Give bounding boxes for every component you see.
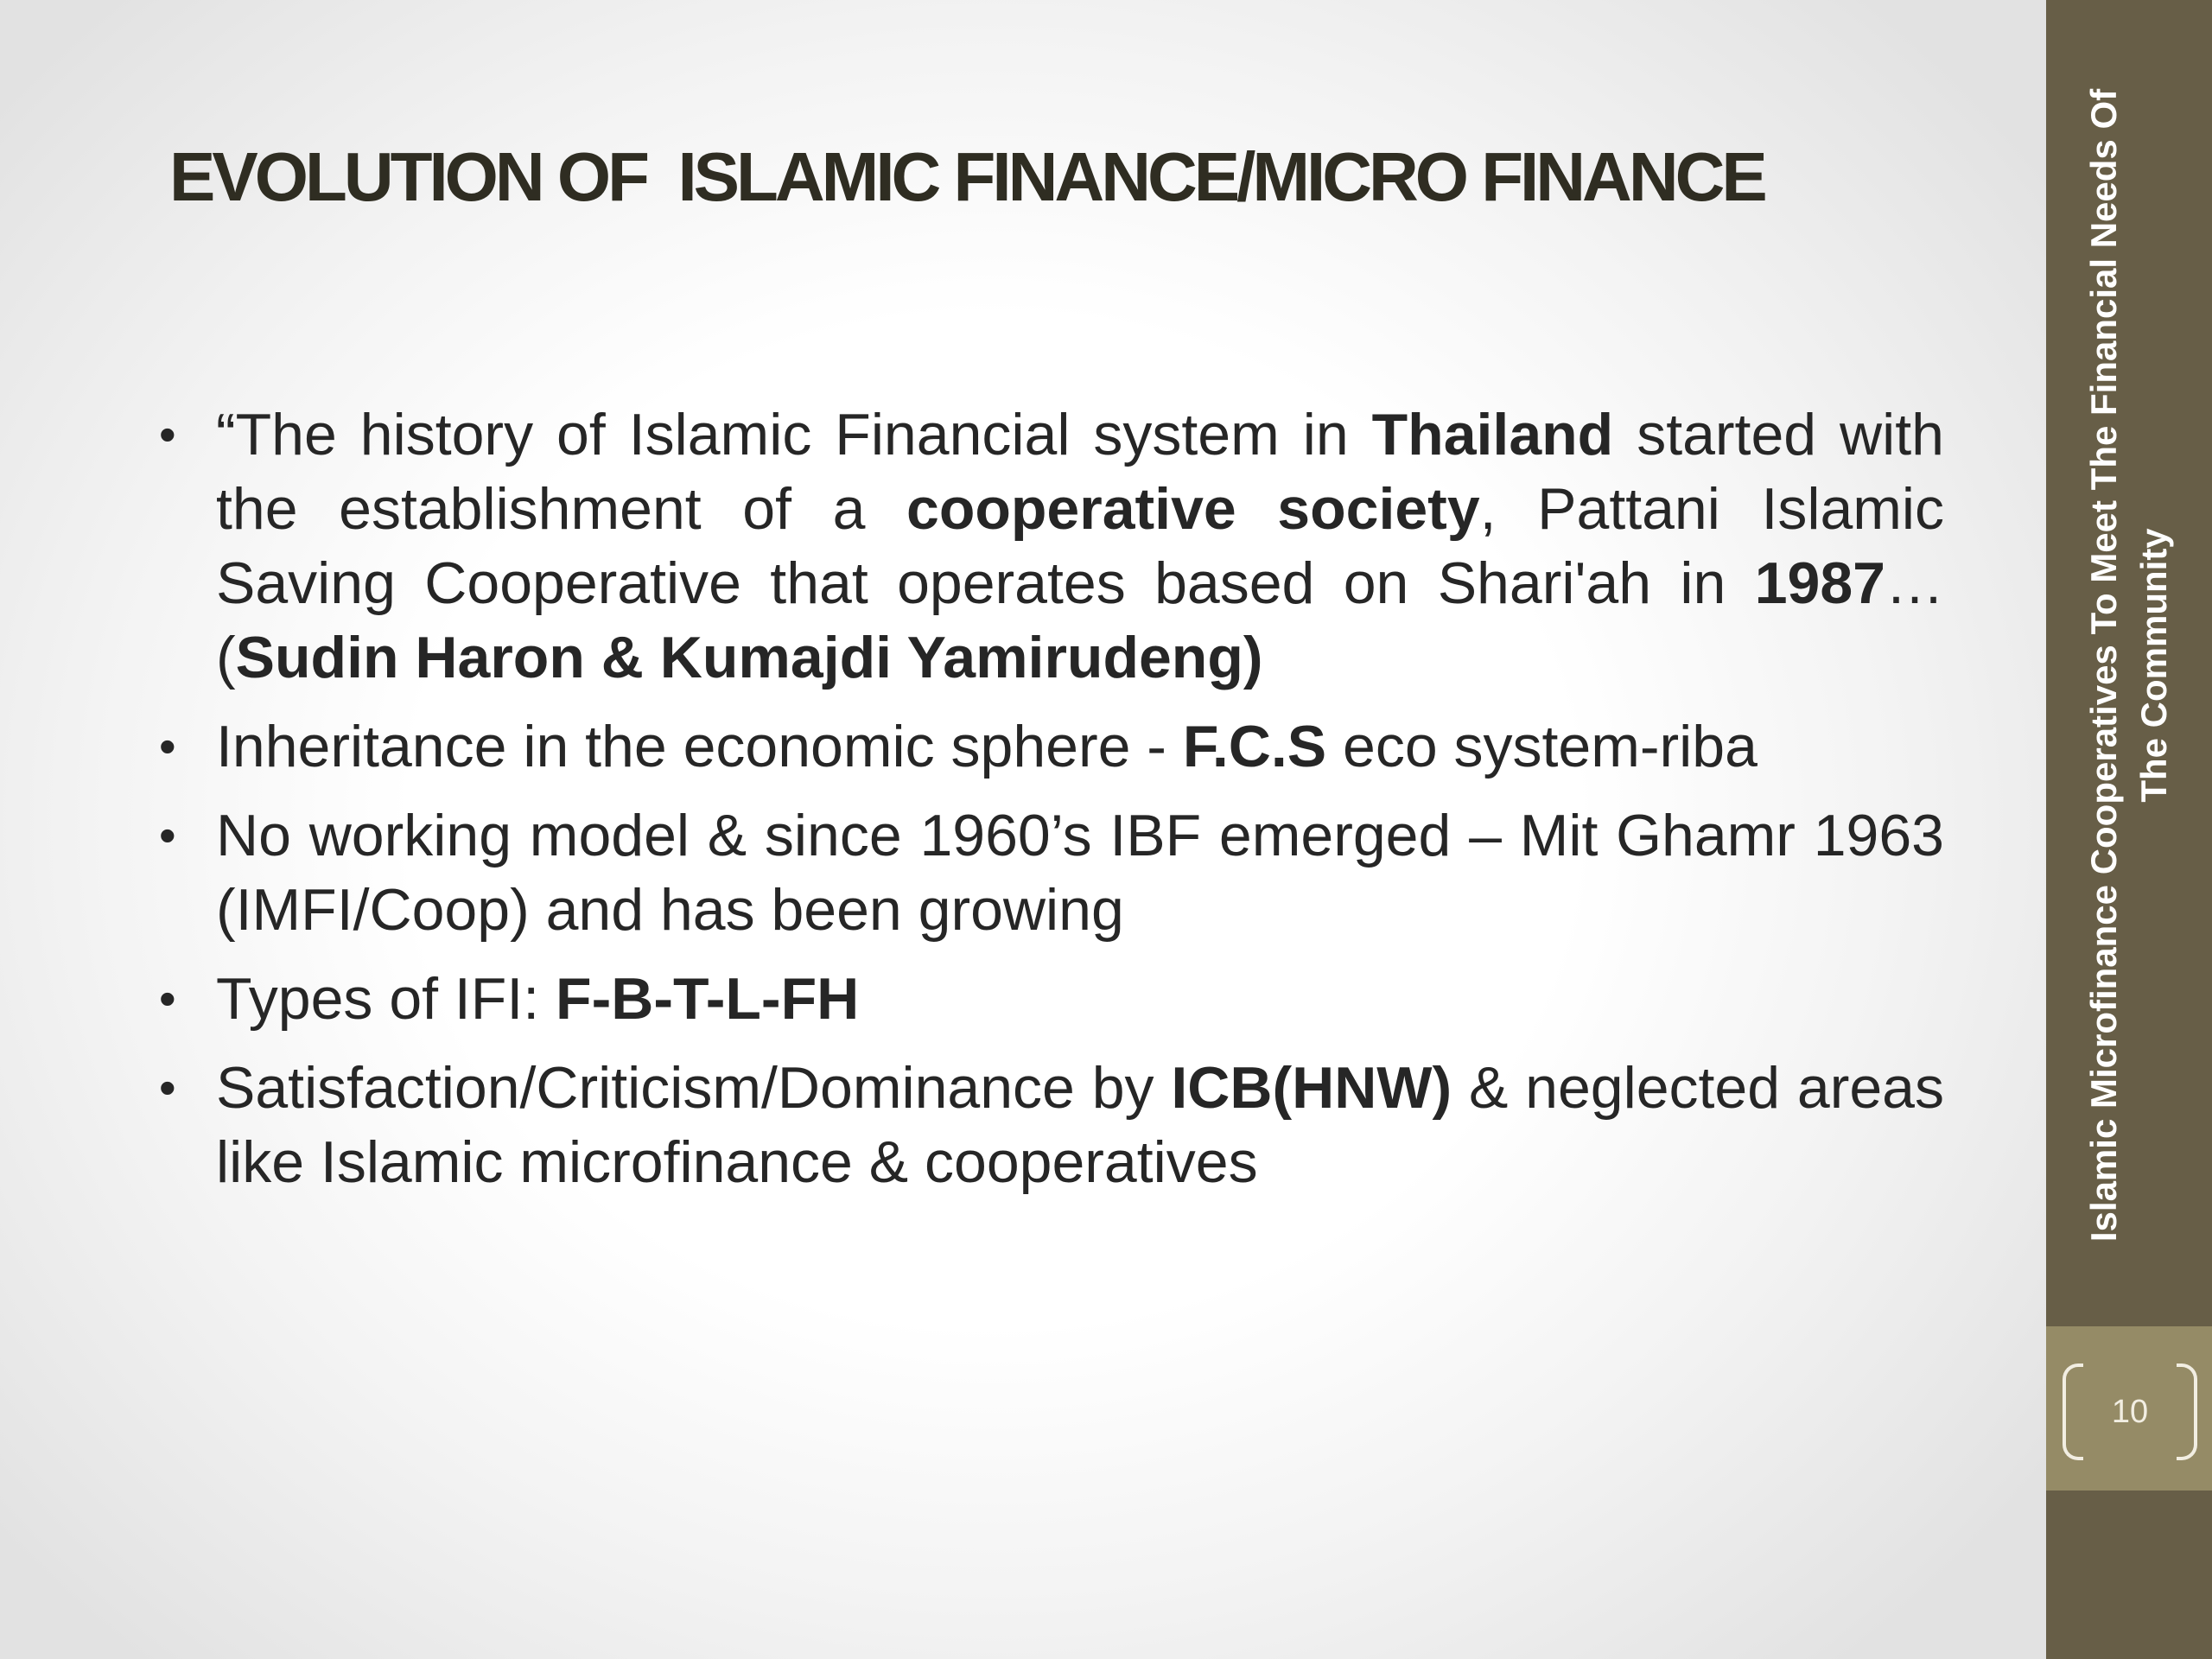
bullet-bold-segment: F-B-T-L-FH [556,966,860,1032]
bullet-text-segment: & neglected areas like Islamic microfinance & cooperatives [216,1055,1944,1195]
bullet-text-segment: started with the establishment of a [216,402,1944,542]
bullet-item [156,1051,1944,1199]
bullet-item [156,798,1944,947]
slide-title: EVOLUTION OF ISLAMIC FINANCE/MICRO FINANCE [169,138,1764,215]
bullet-item [156,397,1944,695]
right-bracket-icon [2177,1363,2197,1460]
bullet-text-segment: No working model & since 1960’s IBF emerged – Mit Ghamr 1963 (IMFI/Coop) and has been growing [216,803,1944,943]
bullet-text-segment: … ( [216,550,1944,690]
bullet-bold-segment: Thailand [1371,402,1614,467]
bullet-text-segment: , Pattani Islamic Saving Cooperative that operates based on Shari'ah in [216,476,1945,616]
bullet-bold-segment: ICB(HNW) [1171,1055,1452,1121]
bullet-item [156,709,1944,784]
bullet-bold-segment: Sudin Haron & Kumajdi Yamirudeng) [235,625,1263,690]
bullet-item [156,962,1944,1036]
page-number: 10 [2111,1393,2149,1430]
bullet-text-segment: Satisfaction/Criticism/Dominance by [216,1055,1172,1121]
sidebar-title: Islamic Microfinance Cooperatives To Meet The Financial Needs Of The Community [2083,88,2174,1243]
bullet-text-segment: Types of IFI: [216,966,556,1032]
left-bracket-icon [2063,1363,2083,1460]
bullet-bold-segment: F.C.S [1182,714,1327,779]
bullet-text-segment: eco system-riba [1326,714,1758,779]
bullet-text-segment: “The history of Islamic Financial system in [216,402,1372,467]
page-number-box [2063,1363,2197,1460]
bullet-list [156,397,1944,1214]
bullet-bold-segment: 1987 [1754,550,1885,616]
bullet-text-segment: Inheritance in the economic sphere - [216,714,1183,779]
bullet-bold-segment: cooperative society [906,476,1480,542]
